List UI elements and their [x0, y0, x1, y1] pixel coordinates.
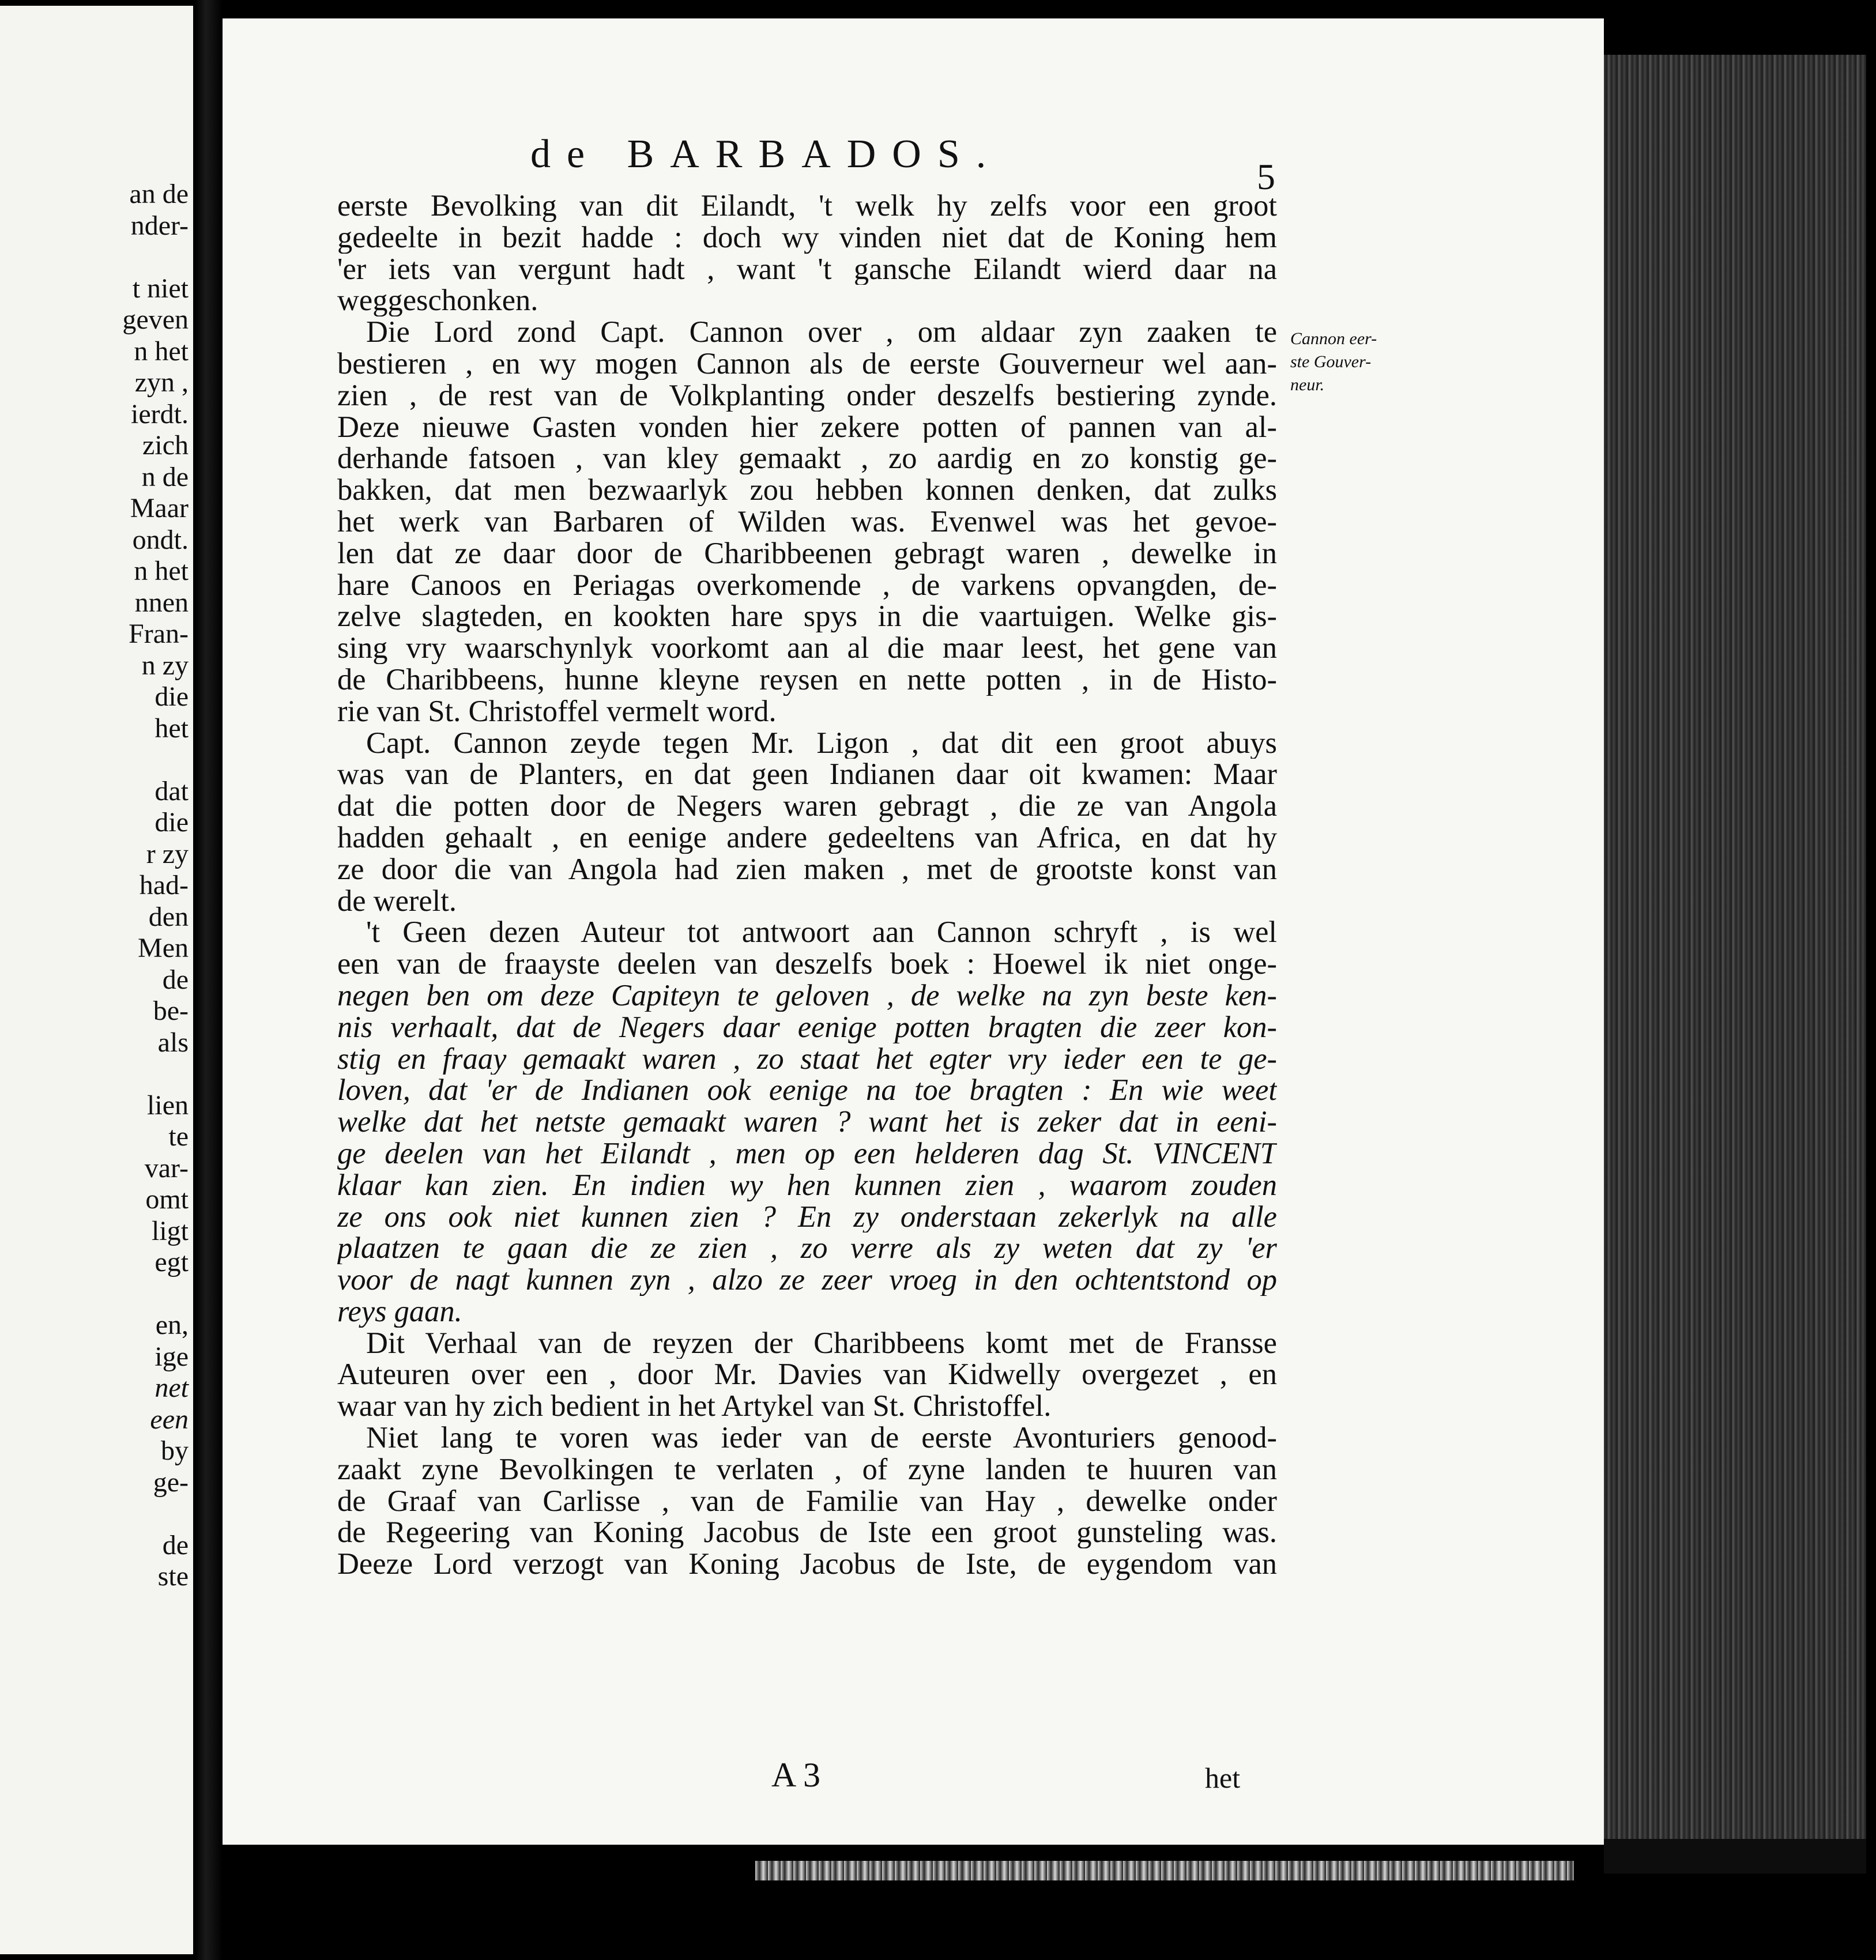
fragment: geven	[122, 304, 189, 335]
text-line: loven, dat 'er de Indianen ook eenige na toe bragten : En wie weet	[337, 1075, 1277, 1107]
text-line: 'er iets van vergunt hadt , want 't gansche Eilandt wierd daar na	[337, 253, 1277, 285]
left-page-text-fragments	[102, 179, 189, 1593]
text-line: sing vry waarschynlyk voorkomt aan al die maar leest, het gene van	[337, 632, 1277, 664]
fragment: egt	[155, 1247, 189, 1277]
body-text	[337, 190, 1277, 1580]
sidenote-line: Cannon eer-	[1290, 329, 1377, 348]
fragment: Men	[138, 933, 189, 963]
fragment: ge-	[153, 1467, 189, 1498]
text-line: ze ons ook niet kunnen zien ? En zy onderstaan zekerlyk na alle	[337, 1201, 1277, 1233]
text-line: Die Lord zond Capt. Cannon over , om aldaar zyn zaaken te	[366, 316, 1277, 348]
signature-mark: A 3	[771, 1756, 821, 1794]
fragment: dat	[155, 775, 189, 806]
text-line: was van de Planters, en dat geen Indianen daar oit kwamen: Maar	[337, 759, 1277, 791]
fragment: de	[162, 1529, 189, 1561]
text-line: hare Canoos en Periagas overkomende , de varkens opvangden, de-	[337, 569, 1277, 601]
fragment: net	[155, 1373, 189, 1403]
text-line: negen ben om deze Capiteyn te geloven , de welke na zyn beste ken-	[337, 979, 1277, 1012]
fragment-gap	[102, 744, 189, 776]
fragment: ligt	[151, 1215, 189, 1246]
text-line: reys gaan.	[337, 1295, 462, 1328]
fragment-gap	[102, 1498, 189, 1530]
text-line: stig en fraay gemaakt waren , zo staat het egter vry ieder een te ge-	[337, 1043, 1277, 1075]
sidenote-line: neur.	[1290, 375, 1325, 394]
fragment: die	[155, 681, 189, 712]
text-line: Auteuren over een , door Mr. Davies van Kidwelly overgezet , en	[337, 1359, 1277, 1391]
fragment: by	[161, 1435, 189, 1466]
text-line: gedeelte in bezit hadde : doch wy vinden niet dat de Koning hem	[337, 221, 1277, 254]
text-line: de Graaf van Carlisse , van de Familie van Hay , dewelke onder	[337, 1485, 1277, 1517]
book-fore-edge	[1604, 55, 1866, 1871]
fragment: zyn ,	[134, 367, 189, 398]
fragment: ondt.	[132, 524, 189, 555]
text-line: zaakt zyne Bevolkingen te verlaten , of zyne landen te huuren van	[337, 1453, 1277, 1486]
book-fore-edge-base	[1604, 1839, 1866, 1874]
fragment: de	[162, 964, 189, 995]
text-line: Deeze Lord verzogt van Koning Jacobus de Iste, de eygendom van	[337, 1548, 1277, 1581]
text-line: de werelt.	[337, 885, 457, 917]
fragment-gap	[102, 1279, 189, 1310]
fragment: n het	[134, 336, 189, 367]
fragment: Maar	[130, 493, 189, 523]
fragment: t niet	[132, 273, 189, 304]
text-line: bestieren , en wy mogen Cannon als de eerste Gouverneur wel aan-	[337, 348, 1277, 380]
text-line: 't Geen dezen Auteur tot antwoort aan Cannon schryft , is wel	[366, 917, 1277, 949]
text-line: een van de fraayste deelen van deszelfs boek : Hoewel ik niet onge-	[337, 948, 1277, 980]
fragment: n zy	[141, 650, 189, 681]
fragment: ige	[155, 1341, 189, 1372]
text-line: nis verhaalt, dat de Negers daar eenige potten bragten die zeer kon-	[337, 1011, 1277, 1043]
fragment: zich	[142, 430, 189, 461]
text-line: zelve slagteden, en kookten hare spys in die vaartuigen. Welke gis-	[337, 601, 1277, 633]
margin-sidenote	[1290, 327, 1406, 397]
text-line: de Regeering van Koning Jacobus de Iste een groot gunsteling was.	[337, 1517, 1277, 1549]
text-line: Dit Verhaal van de reyzen der Charibbeens komt met de Fransse	[366, 1327, 1277, 1359]
text-line: bakken, dat men bezwaarlyk zou hebben konnen denken, dat zulks	[337, 474, 1277, 506]
running-header: de BARBADOS.	[530, 132, 1003, 176]
text-line: klaar kan zien. En indien wy hen kunnen zien , waarom zouden	[337, 1169, 1277, 1201]
fragment: r zy	[146, 838, 189, 869]
fragment-gap	[102, 242, 189, 273]
left-page	[0, 6, 193, 1954]
fragment: te	[168, 1121, 189, 1152]
page-number: 5	[1257, 156, 1275, 197]
text-line: de Charibbeens, hunne kleyne reysen en nette potten , in de Histo-	[337, 664, 1277, 696]
fragment: Fran-	[129, 619, 189, 649]
text-line: derhande fatsoen , van kley gemaakt , zo aardig en zo konstig ge-	[337, 443, 1277, 475]
fragment-gap	[102, 1058, 189, 1090]
fragment: nder-	[130, 210, 189, 241]
fragment: en,	[155, 1310, 189, 1340]
fragment: had-	[139, 870, 189, 900]
text-line: rie van St. Christoffel vermelt word.	[337, 695, 777, 728]
text-line: welke dat het netste gemaakt waren ? want het is zeker dat in eeni-	[337, 1106, 1277, 1138]
fragment: n de	[141, 461, 189, 492]
fragment: omt	[145, 1184, 189, 1215]
fragment: lien	[147, 1090, 189, 1121]
page-bottom-edge	[755, 1861, 1574, 1880]
fragment: ierdt.	[131, 398, 189, 429]
text-line: het werk van Barbaren of Wilden was. Evenwel was het gevoe-	[337, 506, 1277, 538]
fragment: be-	[153, 996, 189, 1026]
fragment: n het	[134, 556, 189, 586]
fragment: een	[150, 1404, 189, 1435]
fragment: var-	[144, 1152, 189, 1183]
text-line: weggeschonken.	[337, 285, 538, 317]
book-gutter	[195, 0, 223, 1960]
fragment: an de	[129, 179, 189, 209]
text-line: ze door die van Angola had zien maken , met de grootste konst van	[337, 853, 1277, 885]
text-line: zien , de rest van de Volkplanting onder deszelfs bestiering zynde.	[337, 379, 1277, 412]
text-line: Deze nieuwe Gasten vonden hier zekere potten of pannen van al-	[337, 411, 1277, 443]
fragment: die	[155, 807, 189, 838]
text-line: eerste Bevolking van dit Eilandt, 't welk hy zelfs voor een groot	[337, 190, 1277, 222]
text-line: len dat ze daar door de Charibbeenen gebragt waren , dewelke in	[337, 537, 1277, 570]
text-line: waar van hy zich bedient in het Artykel van St. Christoffel.	[337, 1390, 1052, 1423]
text-line: Capt. Cannon zeyde tegen Mr. Ligon , dat dit een groot abuys	[366, 727, 1277, 759]
text-line: ge deelen van het Eilandt , men op een helderen dag St. VINCENT	[337, 1137, 1277, 1170]
fragment: het	[155, 713, 189, 744]
sidenote-line: ste Gouver-	[1290, 352, 1372, 371]
text-line: plaatzen te gaan die ze zien , zo verre als zy weten dat zy 'er	[337, 1232, 1277, 1265]
fragment: als	[157, 1027, 189, 1058]
fragment: nnen	[134, 587, 189, 618]
text-line: hadden gehaalt , en eenige andere gedeeltens van Africa, en dat hy	[337, 821, 1277, 854]
text-line: voor de nagt kunnen zyn , alzo ze zeer vroeg in den ochtentstond op	[337, 1264, 1277, 1296]
text-line: dat die potten door de Negers waren gebragt , die ze van Angola	[337, 790, 1277, 822]
fragment: ste	[157, 1561, 189, 1592]
catchword: het	[1205, 1762, 1241, 1794]
fragment: den	[148, 901, 189, 932]
text-line: Niet lang te voren was ieder van de eerste Avonturiers genood-	[366, 1422, 1277, 1454]
